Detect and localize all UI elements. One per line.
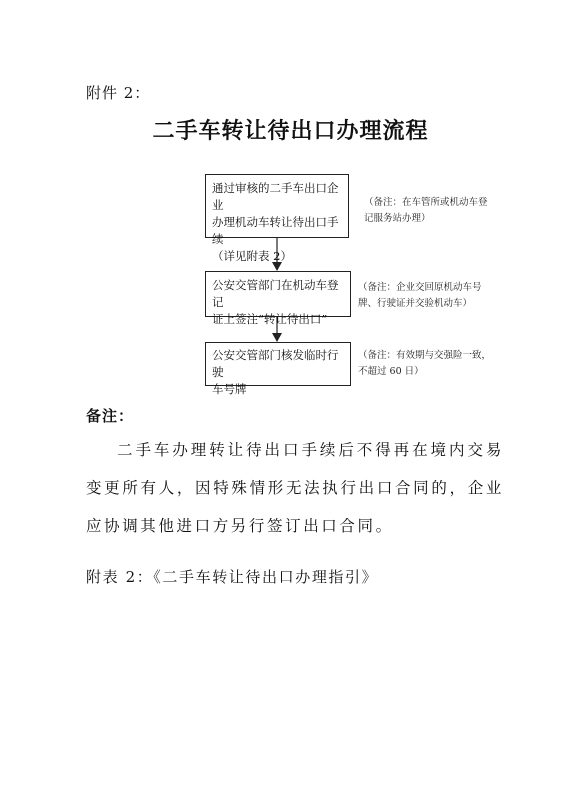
flow-step-3-note <box>358 348 538 380</box>
flow-arrowhead-2 <box>272 333 282 342</box>
flow-step-3-line-2: 车号牌 <box>212 382 247 396</box>
flow-step-3-line-1: 公安交管部门核发临时行驶 <box>212 348 339 379</box>
flow-step-2 <box>205 271 351 326</box>
flow-step-3 <box>205 342 351 396</box>
flow-step-3-note-line-2: 不超过 60 日） <box>358 366 424 377</box>
flow-step-1-note-line-2: 记服务站办理） <box>364 213 431 224</box>
flow-step-1-note-line-1: （备注：在车管所或机动车登 <box>364 197 488 208</box>
remarks-body: 二手车办理转让待出口手续后不得再在境内交易变更所有人，因特殊情形无法执行出口合同的，企业应协调其他进口方另行签订出口合同。 <box>86 441 504 535</box>
flow-step-1 <box>205 174 349 263</box>
flow-step-1-line-2: 办理机动车转让待出口手续 <box>212 215 339 246</box>
flow-step-2-note <box>358 280 548 312</box>
page-title: 二手车转让待出口办理流程 <box>152 118 429 144</box>
flow-step-1-line-3: （详见附表 2） <box>212 249 292 263</box>
flow-step-2-line-2: 证上签注“转让待出口” <box>212 312 328 326</box>
flow-step-3-note-line-1: （备注：有效期与交强险一致， <box>358 350 492 361</box>
appendix-reference: 附表 2：《二手车转让待出口办理指引》 <box>86 568 379 586</box>
flow-step-1-line-1: 通过审核的二手车出口企业 <box>212 181 339 212</box>
flow-step-2-note-line-1: （备注：企业交回原机动车号 <box>358 282 482 293</box>
flow-step-2-line-1: 公安交管部门在机动车登记 <box>212 278 339 309</box>
remarks-heading: 备注： <box>86 407 135 425</box>
flow-step-2-note-line-2: 牌、行驶证并交验机动车） <box>358 298 473 309</box>
flow-step-1-note <box>364 195 544 227</box>
attachment-label: 附件 2： <box>86 84 151 102</box>
